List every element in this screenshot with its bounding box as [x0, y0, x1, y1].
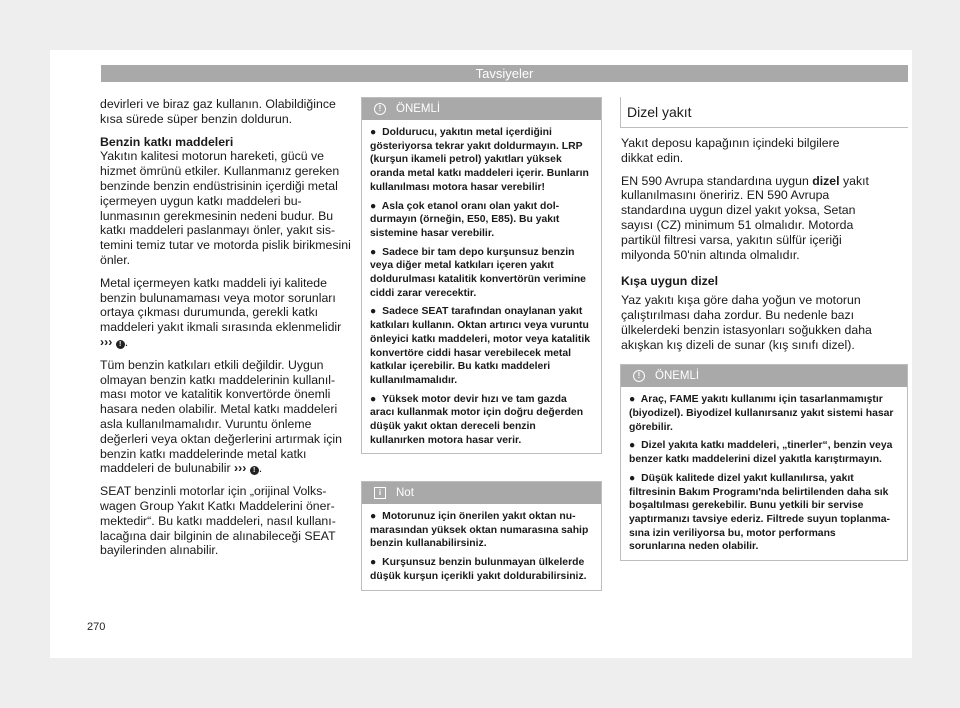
list-item-text: Motorunuz için önerilen yakıt oktan numarasından yüksek oktan numarasına sahip benzin kullanabilirsiniz. — [370, 511, 589, 550]
list-item — [629, 439, 895, 466]
list-item-text: Asla çok etanol oranı olan yakıt doldurmayın (örneğin, E50, E85). Bu yakıt sistemine hasar verebilir. — [370, 200, 560, 239]
manual-page — [50, 50, 912, 658]
paragraph: devirleri ve biraz gaz kullanın. Olabildiğince kısa sürede süper benzin doldurun. — [100, 97, 336, 126]
important-box-title: ÖNEMLİ — [396, 103, 441, 115]
paragraph: Yaz yakıtı kışa göre daha yoğun ve motorun çalıştırılması daha zordur. Bu nedenle bazı ülkelerdeki benzin istasyonları soğukken daha akışkan kış dizeli de sunar (kış sınıfı dizel). — [621, 293, 872, 352]
important-box-1 — [361, 97, 602, 454]
list-item — [370, 126, 593, 195]
info-icon: i — [374, 487, 386, 499]
paragraph-text: Tüm benzin katkıları etkili değildir. Uygun olmayan benzin katkı maddelerinin kullanılması motor ve katalitik konvertörde önemli hasara neden olabilir. Metal katkı maddeleri asla kullanılmamalıdır. Vuruntu önleme değerleri veya oktan değerlerini artırmak için benzin katkı maddelerinde metal katkı maddeleri de bulunabilir — [100, 357, 342, 476]
list-item-text: Sadece bir tam depo kurşunsuz benzin veya diğer metal katkıları içeren yakıt doldurulması katalitik konvertörün verimine ciddi zarar verecektir. — [370, 246, 586, 299]
list-item-text: Sadece SEAT tarafından onaylanan yakıt katkıları kullanın. Oktan artırıcı veya vuruntu önleyici katkı maddeleri, motor veya katalitik konvertöre ciddi hasar verebilecek metal katkılar içerebilir. Bu katkı maddeleri kullanılmamalıdır. — [370, 306, 591, 386]
paragraph: Metal içermeyen katkı maddeli iyi kalitede benzin bulunamaması veya motor sorunları ortaya çıkması durumunda, gerekli katkı maddeleri yakıt ikmali sırasında eklenmelidir ››› ! . — [100, 275, 342, 349]
paragraph-text: Metal içermeyen katkı maddeli iyi kalitede benzin bulunamaması veya motor sorunları ortaya çıkması durumunda, gerekli katkı maddeleri yakıt ikmali sırasında eklenmelidir — [100, 275, 342, 335]
important-box-title: ÖNEMLİ — [655, 370, 700, 383]
note-box-title: Not — [396, 487, 414, 499]
section-title-text: Dizel yakıt — [620, 97, 698, 127]
bullet: ● — [370, 511, 377, 522]
column-left — [100, 97, 352, 566]
subheading-benzin-katki: Benzin katkı maddeleri — [100, 134, 234, 149]
important-box-2 — [620, 364, 908, 561]
warning-icon: ! — [116, 340, 125, 349]
bullet: ● — [370, 127, 377, 138]
list-item — [370, 305, 593, 387]
warning-icon: ! — [250, 466, 259, 475]
reference-arrow[interactable]: ››› — [234, 461, 247, 476]
paragraph: Yakıt deposu kapağının içindeki bilgilere dikkat edin. — [621, 136, 840, 165]
list-item-text: Yüksek motor devir hızı ve tam gazda aracı kullanmak motor için doğru değerden düşük yakıt oktan dereceli benzin kullanırken motora hasar verir. — [370, 393, 584, 446]
list-item-text: Düşük kalitede dizel yakıt kullanılırsa, yakıt filtresinin Bakım Programı'nda belirtilenden daha sık boşaltılması gerekebilir. Bunu yetkili bir servise yaptırmanızı tavsiye ederiz. Filtrede suyun toplanmasına izin veriliyorsa bu, motor performans sorunlarına neden olabilir. — [629, 472, 891, 553]
section-header: Tavsiyeler — [101, 65, 908, 82]
column-right-text — [620, 136, 873, 352]
list-item — [629, 472, 895, 554]
list-item — [370, 510, 593, 551]
bullet: ● — [370, 246, 377, 258]
note-box — [361, 481, 602, 591]
section-title-dizel — [620, 97, 908, 128]
note-box-header — [362, 482, 601, 504]
bullet: ● — [370, 200, 377, 212]
list-item — [370, 246, 593, 301]
list-item — [370, 200, 593, 241]
subheading-kis-dizel: Kışa uygun dizel — [621, 274, 719, 289]
list-item-text: Araç, FAME yakıtı kullanımı için tasarlanmamıştır (biyodizel). Biyodizel kullanırsanız yakıt sistemi hasar görebilir. — [629, 394, 894, 433]
important-box-body — [621, 387, 907, 560]
list-item — [629, 393, 895, 434]
paragraph — [621, 174, 873, 263]
column-right — [620, 97, 908, 557]
bullet: ● — [370, 306, 377, 318]
paragraph-text: yakıt kullanılmasını öneririz. EN 590 Avrupa standardına uygun dizel yakıt yoksa, Setan sayısı (CZ) minimum 51 olmalıdır. Motorda partikül filtresi varsa, yakıtın sülfür içeriği milyonda 50'nin altında olmalıdır. — [621, 173, 869, 262]
important-box-header — [362, 98, 601, 120]
bullet: ● — [629, 440, 636, 452]
bullet: ● — [370, 557, 377, 569]
list-item-text: Dizel yakıta katkı maddeleri, „tinerler“, benzin veya benzer katkı maddelerini dizel yakıtla karıştırmayın. — [629, 440, 893, 466]
reference-arrow[interactable]: ››› — [100, 334, 113, 349]
page-number: 270 — [87, 621, 106, 633]
warning-icon: ! — [374, 103, 386, 115]
important-box-body — [362, 120, 601, 453]
list-item — [370, 393, 593, 448]
bullet: ● — [629, 472, 636, 484]
list-item-text: Kurşunsuz benzin bulunmayan ülkelerde düşük kurşun içerikli yakıt doldurabilirsiniz. — [370, 557, 587, 582]
warning-icon: ! — [633, 370, 645, 382]
note-box-body — [362, 504, 601, 590]
paragraph: Tüm benzin katkıları etkili değildir. Uygun olmayan benzin katkı maddelerinin kullanılması motor ve katalitik konvertörde önemli hasara neden olabilir. Metal katkı maddeleri asla kullanılmamalıdır. Vuruntu önleme değerleri veya oktan değerlerini artırmak için benzin katkı maddelerinde metal katkı maddeleri de bulunabilir ››› ! . — [100, 357, 342, 476]
list-item — [370, 556, 593, 583]
bullet: ● — [370, 393, 377, 405]
bullet: ● — [629, 394, 636, 406]
paragraph: SEAT benzinli motorlar için „orijinal Volkswagen Group Yakıt Katkı Maddelerini önermektedir“. Bu katkı maddeleri, nasıl kullanılacağına dair bilginin de alınabileceği SEAT bayilerinden alınabilir. — [100, 484, 336, 558]
list-item-text: Doldurucu, yakıtın metal içerdiğini gösteriyorsa tekrar yakıt doldurmayın. LRP (kurşun ikameli petrol) yakıtları yüksek oranda metal katkı maddeleri içerir. Bunların kullanılması motora hasar verebilir! — [370, 127, 589, 193]
paragraph-bold: dizel — [812, 173, 840, 188]
important-box-header — [621, 365, 907, 387]
paragraph-text: EN 590 Avrupa standardına uygun — [621, 173, 813, 188]
paragraph: Yakıtın kalitesi motorun hareketi, gücü ve hizmet ömrünü etkiler. Kullanmanız gereken benzinde benzin endüstrisinin içerdiği metal içermeyen uygun katkı maddeleri bulunmasının gerekmesinin nedeni budur. Bu katkı maddeleri paslanmayı önler, yakıt sistemini temiz tutar ve motorda pislik birikmesini önler. — [100, 149, 351, 267]
